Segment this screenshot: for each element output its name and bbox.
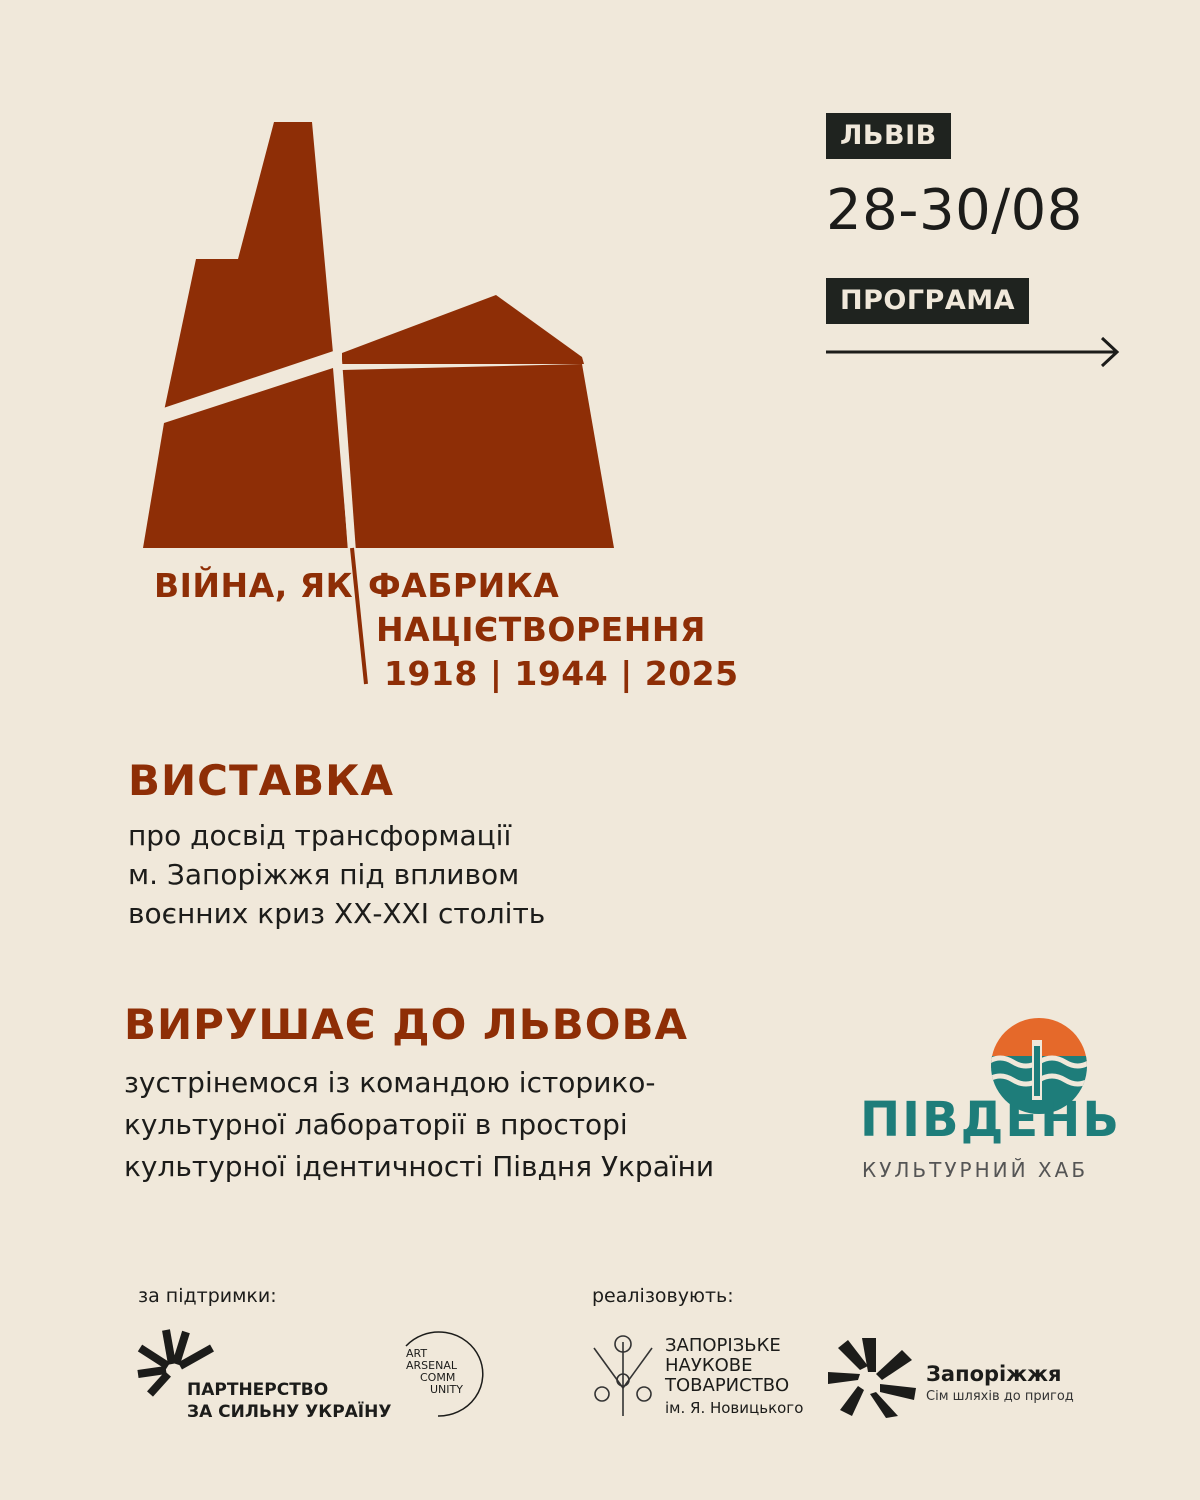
partnership-name: ЗА СИЛЬНУ УКРАЇНУ [187,1402,392,1422]
travel-line: культурної лабораторії в просторі [124,1108,628,1141]
arrow-right-icon[interactable] [826,334,1126,370]
program-button[interactable]: ПРОГРАМА [826,278,1029,324]
exhibition-line: про досвід трансформації [128,819,512,852]
exhibition-line: воєнних криз ХХ-ХХІ століть [128,897,546,930]
logo-subtitle: НАЦІЄТВОРЕННЯ [376,610,706,649]
pivden-subtitle: КУЛЬТУРНИЙ ХАБ [862,1158,1089,1182]
art-arsenal-logo [398,1328,494,1420]
society-name: ЗАПОРІЗЬКЕ [665,1335,781,1356]
logo-title-right: ФАБРИКА [368,566,560,605]
zaporizhzhia-star-icon [828,1336,918,1418]
art-arsenal-text: COMM [420,1371,456,1384]
support-label: за підтримки: [138,1285,277,1307]
travel-heading: ВИРУШАЄ ДО ЛЬВОВА [124,1000,689,1049]
society-emblem-icon [590,1332,656,1418]
pivden-wordmark: ПІВДЕНЬ [860,1092,1121,1148]
society-name: НАУКОВЕ [665,1355,753,1376]
exhibition-line: м. Запоріжжя під впливом [128,858,520,891]
logo-title-left: ВІЙНА, ЯК [154,566,354,605]
travel-line: культурної ідентичності Півдня України [124,1150,715,1183]
art-arsenal-text: UNITY [430,1383,463,1396]
society-name: ім. Я. Новицького [665,1399,804,1417]
city-badge: ЛЬВІВ [826,113,951,159]
art-arsenal-text: ART [406,1347,428,1360]
art-arsenal-text: ARSENAL [406,1359,457,1372]
travel-line: зустрінемося із командою історико- [124,1066,656,1099]
event-dates: 28-30/08 [826,178,1083,243]
zaporizhzhia-name: Запоріжжя [926,1362,1062,1386]
pivden-hub-logo [858,1010,1121,1190]
exhibition-heading: ВИСТАВКА [128,756,394,805]
zaporizhzhia-tagline: Сім шляхів до пригод [926,1389,1074,1404]
exhibition-logo [130,110,739,710]
society-name: ТОВАРИСТВО [665,1375,790,1396]
logo-years: 1918 | 1944 | 2025 [384,654,739,693]
partnership-name: ПАРТНЕРСТВО [187,1380,329,1400]
implement-label: реалізовують: [592,1285,734,1307]
